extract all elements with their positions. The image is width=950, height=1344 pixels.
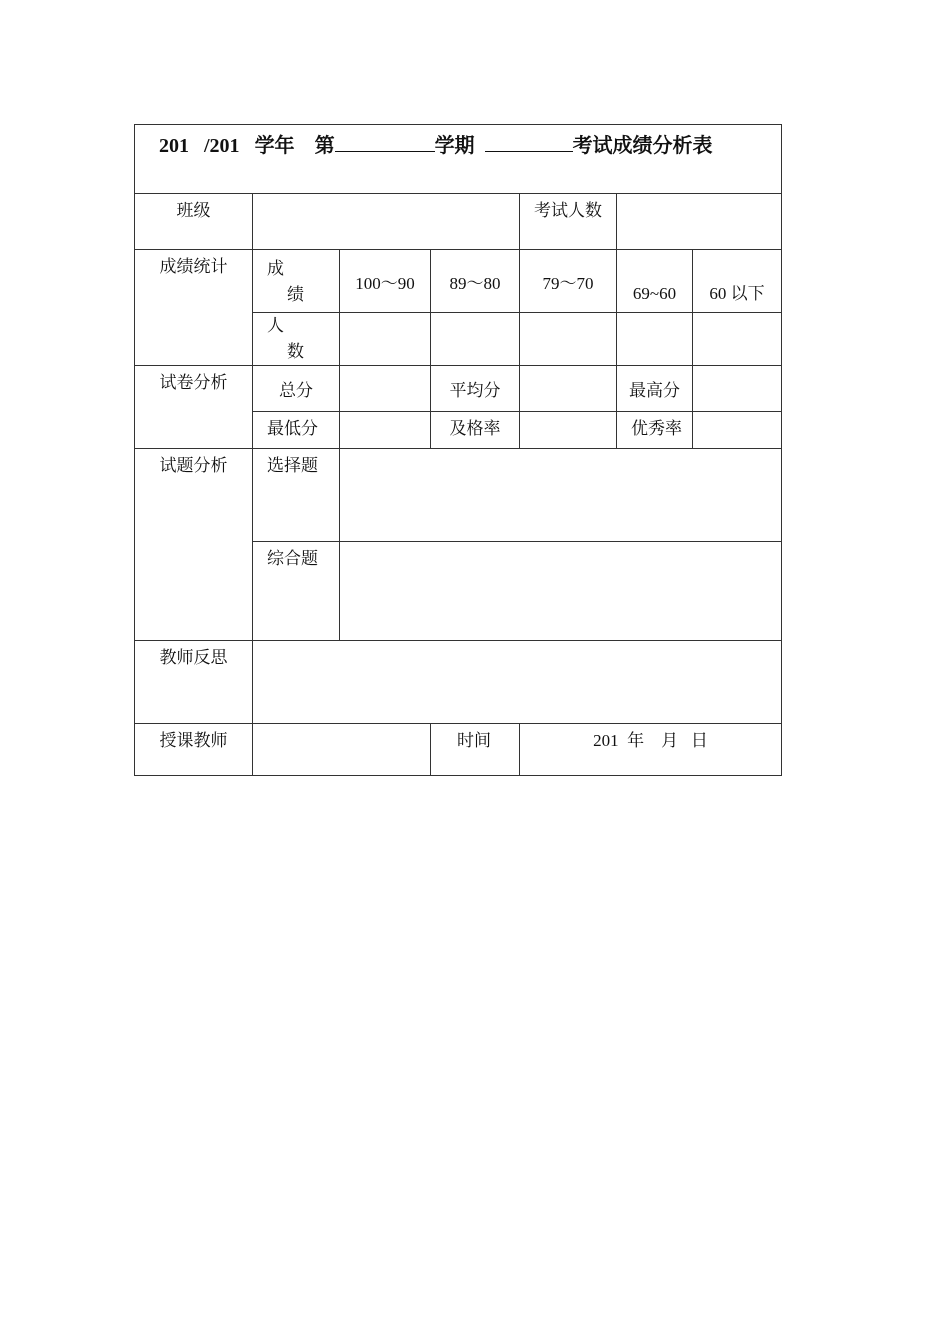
date-field[interactable]: 201 年 月 日 xyxy=(520,724,782,776)
paper-analysis-label: 试卷分析 xyxy=(135,366,253,449)
score-analysis-table xyxy=(134,124,782,776)
range-89-80: 89～80 xyxy=(431,250,520,313)
range-79-70: 79～70 xyxy=(520,250,617,313)
pass-rate-field[interactable] xyxy=(520,412,617,449)
class-label: 班级 xyxy=(135,194,253,250)
year-from: 201 xyxy=(159,135,189,157)
teacher-field[interactable] xyxy=(253,724,431,776)
score-stats-label: 成绩统计 xyxy=(135,250,253,366)
year-to: /201 xyxy=(204,135,240,157)
average-label: 平均分 xyxy=(431,366,520,412)
count-below-60-field[interactable] xyxy=(693,313,782,366)
range-100-90: 100～90 xyxy=(340,250,431,313)
reflection-label: 教师反思 xyxy=(135,641,253,724)
range-69-60: 69~60 xyxy=(617,250,693,313)
lowest-field[interactable] xyxy=(340,412,431,449)
form-title xyxy=(135,125,782,194)
total-label: 总分 xyxy=(253,366,340,412)
exam-count-label: 考试人数 xyxy=(520,194,617,250)
class-field[interactable] xyxy=(253,194,520,250)
term-prefix: 第 xyxy=(314,135,335,157)
range-below-60: 60 以下 xyxy=(693,250,782,313)
academic-year-label: 学年 xyxy=(254,135,295,157)
question-analysis-label: 试题分析 xyxy=(135,449,253,641)
total-field[interactable] xyxy=(340,366,431,412)
count-100-90-field[interactable] xyxy=(340,313,431,366)
count-79-70-field[interactable] xyxy=(520,313,617,366)
teacher-label: 授课教师 xyxy=(135,724,253,776)
comprehensive-label: 综合题 xyxy=(253,542,340,641)
score-label-1: 成 xyxy=(267,259,284,278)
time-label: 时间 xyxy=(431,724,520,776)
highest-field[interactable] xyxy=(693,366,782,412)
choice-label: 选择题 xyxy=(253,449,340,542)
score-header-cell xyxy=(253,250,340,313)
subject-blank[interactable] xyxy=(485,133,573,152)
highest-label: 最高分 xyxy=(617,366,693,412)
excellent-rate-label: 优秀率 xyxy=(617,412,693,449)
exam-count-field[interactable] xyxy=(617,194,782,250)
form-name: 考试成绩分析表 xyxy=(572,135,713,157)
score-label-2: 绩 xyxy=(287,285,304,304)
term-blank[interactable] xyxy=(335,133,435,152)
comprehensive-analysis-field[interactable] xyxy=(340,542,782,641)
lowest-label: 最低分 xyxy=(253,412,340,449)
pass-rate-label: 及格率 xyxy=(431,412,520,449)
count-69-60-field[interactable] xyxy=(617,313,693,366)
term-suffix: 学期 xyxy=(434,135,475,157)
people-label-1: 人 xyxy=(267,316,284,335)
excellent-rate-field[interactable] xyxy=(693,412,782,449)
reflection-field[interactable] xyxy=(253,641,782,724)
people-header-cell xyxy=(253,313,340,366)
count-89-80-field[interactable] xyxy=(431,313,520,366)
people-label-2: 数 xyxy=(287,342,304,361)
average-field[interactable] xyxy=(520,366,617,412)
choice-analysis-field[interactable] xyxy=(340,449,782,542)
